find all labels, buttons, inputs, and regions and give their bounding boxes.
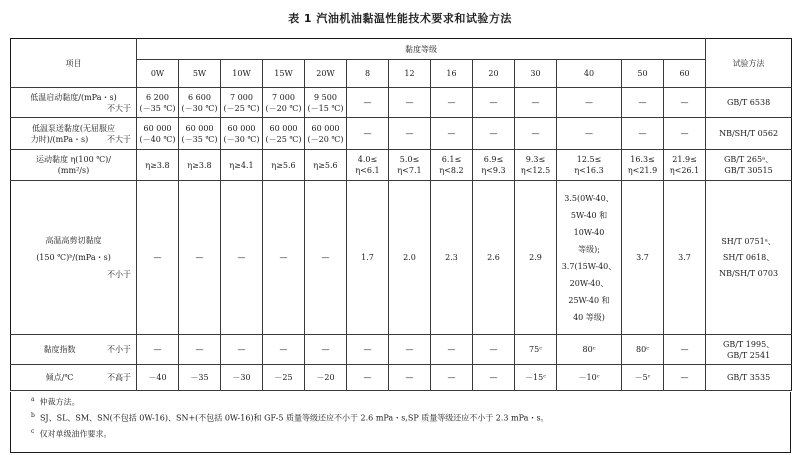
table-row [11,150,792,181]
table-cell: 12.5≤ η<16.3 [557,150,622,181]
grade-header: 8 [347,60,389,88]
grade-header: 16 [431,60,473,88]
grade-header: 15W [263,60,305,88]
method-cell: SH/T 0751ᵃ、 SH/T 0618、 NB/SH/T 0703 [706,181,792,335]
table-cell: 60 000 (－35 ℃) [179,118,221,150]
table-cell: η≥3.8 [179,150,221,181]
footnote-a: $^a$ 仲裁方法。 [31,396,80,407]
table-cell: — [221,181,263,335]
table-cell: 5.0≤ η<7.1 [389,150,431,181]
table-cell: 1.7 [347,181,389,335]
table-cell: — [389,365,431,391]
table-cell: 16.3≤ η<21.9 [622,150,664,181]
table-cell: 6 600 (－30 ℃) [179,88,221,118]
table-cell: 4.0≤ η<6.1 [347,150,389,181]
table-cell: — [473,88,515,118]
method-cell: NB/SH/T 0562 [706,118,792,150]
table-cell: 21.9≤ η<26.1 [664,150,706,181]
method-cell: GB/T 1995、 GB/T 2541 [706,335,792,365]
footnote-b: $^b$ SJ、SL、SM、SN(不包括 0W-16)、SN+(不包括 0W-16)和 GF-5 质量等级还应不小于 2.6 mPa・s,SP 质量等级还应不小于 2.3 mPa・s。 [31,412,549,423]
table-cell: — [431,88,473,118]
method-cell: GB/T 3535 [706,365,792,391]
table-cell: －25 [263,365,305,391]
table-cell: — [515,88,557,118]
method-cell: GB/T 6538 [706,88,792,118]
table-cell: — [431,365,473,391]
table-cell: — [347,88,389,118]
table-cell: 60 000 (－25 ℃) [263,118,305,150]
table-cell: — [557,118,622,150]
table-title: 表 1 汽油机油黏温性能技术要求和试验方法 [288,12,512,25]
table-cell: 3.5(0W-40、 5W-40 和 10W-40 等级); 3.7(15W-40、 20W-40、 25W-40 和 40 等级) [557,181,622,335]
table-row [11,181,792,335]
table-cell: — [179,181,221,335]
method-cell: GB/T 265ᵃ、 GB/T 30515 [706,150,792,181]
table-cell: — [305,335,347,365]
grade-header: 60 [664,60,706,88]
row-label: 低温泵送黏度(无屈服应 力时)/(mPa・s) 不大于 [11,118,137,150]
grade-header: 0W [137,60,179,88]
table-cell: 60 000 (－20 ℃) [305,118,347,150]
table-row [11,335,792,365]
table-cell: －5ᶜ [622,365,664,391]
table-cell: 60 000 (－40 ℃) [137,118,179,150]
grade-header: 50 [622,60,664,88]
grade-header: 20W [305,60,347,88]
table-cell: η≥4.1 [221,150,263,181]
table-cell: — [473,335,515,365]
table-cell: — [221,335,263,365]
table-cell: η≥3.8 [137,150,179,181]
table-row [11,88,792,118]
table-cell: — [179,335,221,365]
grade-header: 20 [473,60,515,88]
table-cell: －10ᶜ [557,365,622,391]
table-cell: 9 500 (－15 ℃) [305,88,347,118]
row-label: 高温高剪切黏度 (150 ℃)ᵇ/(mPa・s) 不小于 [11,181,137,335]
row-label: 低温启动黏度/(mPa・s) 不大于 [11,88,137,118]
table-cell: －35 [179,365,221,391]
table-cell: — [473,365,515,391]
table-cell: — [664,335,706,365]
table-cell: — [263,335,305,365]
table-cell: 6.9≤ η<9.3 [473,150,515,181]
table-cell: －40 [137,365,179,391]
table-cell: －20 [305,365,347,391]
table-cell: — [305,181,347,335]
header-grade-group: 黏度等级 [137,39,706,60]
table-cell: — [263,181,305,335]
grade-header: 30 [515,60,557,88]
table-cell: －30 [221,365,263,391]
table-cell: — [664,88,706,118]
table-cell: 2.3 [431,181,473,335]
row-label: 运动黏度 η(100 ℃)/ (mm²/s) [11,150,137,181]
table-cell: 3.7 [664,181,706,335]
table-cell: — [137,335,179,365]
table-cell: — [431,118,473,150]
table-cell: — [347,365,389,391]
grade-header: 40 [557,60,622,88]
header-item: 项目 [11,39,137,88]
footnote-c: $^c$ 仅对单级油作要求。 [31,428,112,439]
table-cell: 7 000 (－25 ℃) [221,88,263,118]
table-cell: — [664,365,706,391]
table-cell: 6.1≤ η<8.2 [431,150,473,181]
table-cell: 6 200 (－35 ℃) [137,88,179,118]
table-cell: — [347,118,389,150]
table-cell: — [389,335,431,365]
grade-header: 10W [221,60,263,88]
table-cell: η≥5.6 [305,150,347,181]
table-cell: — [137,181,179,335]
table-cell: — [473,118,515,150]
table-cell: 80ᶜ [622,335,664,365]
table-cell: — [515,118,557,150]
table-cell: — [431,335,473,365]
table-cell: 2.9 [515,181,557,335]
footnotes [10,392,791,453]
row-label: 黏度指数 不小于 [11,335,137,365]
table-cell: 2.6 [473,181,515,335]
table-cell: －15ᶜ [515,365,557,391]
table-cell: — [347,335,389,365]
table-cell: — [664,118,706,150]
table-cell: 7 000 (－20 ℃) [263,88,305,118]
table-cell: η≥5.6 [263,150,305,181]
grade-header: 5W [179,60,221,88]
table-cell: 75ᶜ [515,335,557,365]
table-cell: 3.7 [622,181,664,335]
table-cell: 9.3≤ η<12.5 [515,150,557,181]
header-method: 试验方法 [706,39,792,88]
table-cell: 80ᶜ [557,335,622,365]
table-row [11,365,792,391]
table-cell: — [622,88,664,118]
table-cell: — [622,118,664,150]
table-cell: — [557,88,622,118]
table-cell: 2.0 [389,181,431,335]
viscosity-spec-table [10,38,792,391]
table-cell: 60 000 (－30 ℃) [221,118,263,150]
table-cell: — [389,118,431,150]
table-row [11,118,792,150]
table-cell: — [389,88,431,118]
grade-header: 12 [389,60,431,88]
row-label: 倾点/℃ 不高于 [11,365,137,391]
